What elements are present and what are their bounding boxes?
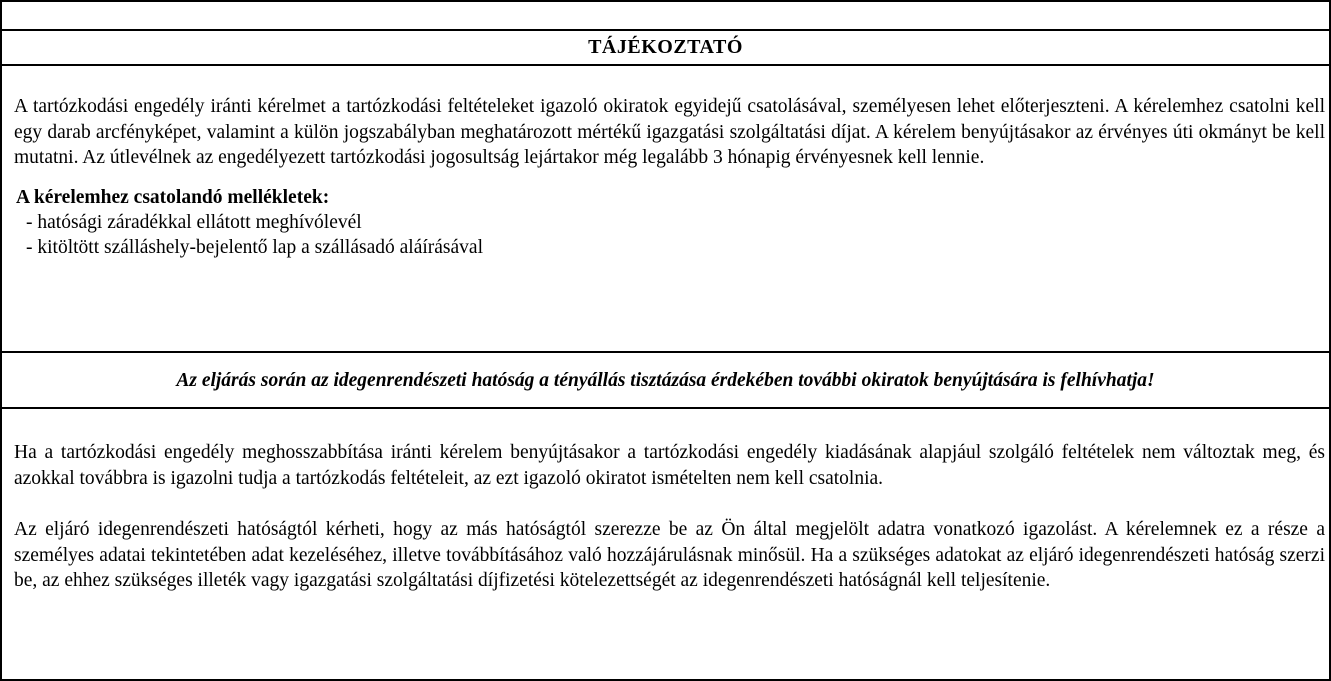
intro-paragraph: A tartózkodási engedély iránti kérelmet a tartózkodási feltételeket igazoló okiratok egyidejű csatolásával, személyesen lehet előterjeszteni. A kérelemhez csatolni kell egy darab arcfényképet, valamint a külön jogszabályban meghatározott mértékű igazgatási szolgáltatási díjat. A kérelem benyújtásakor az érvényes úti okmányt be kell mutatni. Az útlevélnek az engedélyezett tartózkodási jogosultság lejártakor még legalább 3 hónapig érvényesnek kell lennie. — [14, 96, 1325, 169]
notice-row — [2, 353, 1329, 409]
attachment-item-invitation: - hatósági záradékkal ellátott meghívólevél — [26, 211, 362, 233]
notice-text: Az eljárás során az idegenrendészeti hatóság a tényállás tisztázása érdekében további okiratok benyújtására is felhívhatja! — [176, 369, 1155, 391]
renewal-paragraph: Ha a tartózkodási engedély meghosszabbítása iránti kérelem benyújtásakor a tartózkodási engedély kiadásának alapjául szolgáló feltételek nem változtak meg, és azokkal továbbra is igazolni tudja a tartózkodás feltételeit, az ezt igazoló okiratot ismételten nem kell csatolnia. — [14, 442, 1325, 489]
attachments-heading: A kérelemhez csatolandó mellékletek: — [16, 186, 330, 208]
body-section — [2, 409, 1329, 594]
attachment-item-accommodation-form: - kitöltött szálláshely-bejelentő lap a szállásadó aláírásával — [26, 236, 483, 258]
top-empty-row — [2, 2, 1329, 31]
info-section — [2, 66, 1329, 353]
attachments-list — [14, 210, 1325, 260]
document-title: TÁJÉKOZTATÓ — [2, 31, 1329, 66]
data-request-paragraph: Az eljáró idegenrendészeti hatóságtól kérheti, hogy az más hatóságtól szerezze be az Ön által megjelölt adatra vonatkozó igazolást. A kérelemnek ez a része a személyes adatai tekintetében adat kezeléséhez, illetve továbbításához való hozzájárulásnak minősül. Ha a szükséges adatokat az eljáró idegenrendészeti hatóság szerzi be, az ehhez szükséges illeték vagy igazgatási szolgáltatási díjfizetési kötelezettségét az idegenrendészeti hatóságnál kell teljesítenie. — [14, 519, 1325, 592]
